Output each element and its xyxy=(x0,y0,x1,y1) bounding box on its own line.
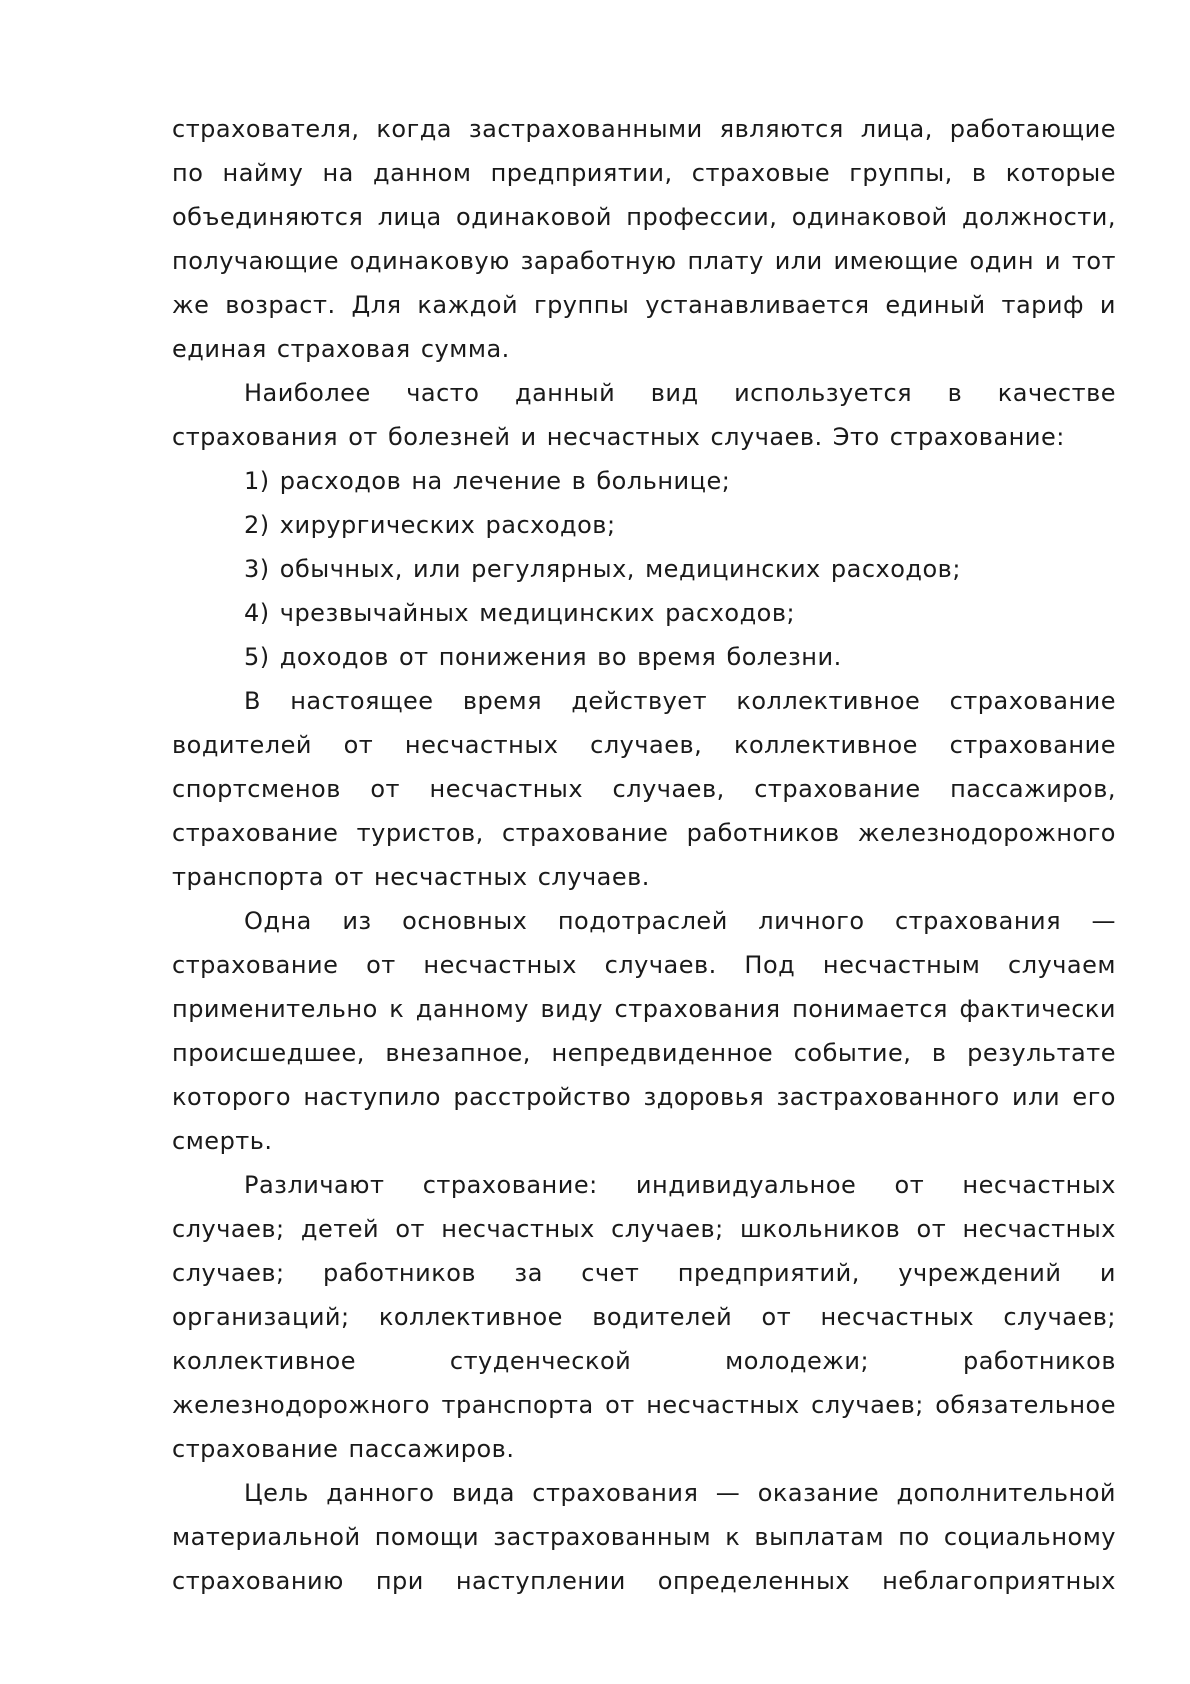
paragraph-insurance-types: Различают страхование: индивидуальное от несчастных случаев; детей от несчастных случаев; школьников от несчастных случаев; работников за счет предприятий, учреждений и организаций; коллективное водителей от несчастных случаев; коллективное студенческой молодежи; работников железнодорожного транспорта от несчастных случаев; обязательное страхование пассажиров. xyxy=(172,1171,1116,1463)
paragraph-group-insurance-continuation: страхователя, когда застрахованными являются лица, работающие по найму на данном предприятии, страховые группы, в которые объединяются лица одинаковой профессии, одинаковой должности, получающие одинаковую заработную плату или имеющие один и тот же возраст. Для каждой группы устанавливается единый тариф и единая страховая сумма. xyxy=(172,115,1116,363)
list-item-surgical-expenses: 2) хирургических расходов; xyxy=(244,511,616,539)
document-page xyxy=(172,107,1116,1603)
list-item-extraordinary-medical-expenses: 4) чрезвычайных медицинских расходов; xyxy=(244,599,796,627)
paragraph-collective-insurance: В настоящее время действует коллективное страхование водителей от несчастных случаев, коллективное страхование спортсменов от несчастных случаев, страхование пассажиров, страхование туристов, страхование работников железнодорожного транспорта от несчастных случаев. xyxy=(172,687,1116,891)
list-item-regular-medical-expenses: 3) обычных, или регулярных, медицинских расходов; xyxy=(244,555,961,583)
paragraph-accident-insurance-definition: Одна из основных подотраслей личного страхования — страхование от несчастных случаев. Под несчастным случаем применительно к данному виду страхования понимается фактически происшедшее, внезапное, непредвиденное событие, в результате которого наступило расстройство здоровья застрахованного или его смерть. xyxy=(172,907,1116,1155)
list-item-income-loss: 5) доходов от понижения во время болезни. xyxy=(244,643,842,671)
paragraph-insurance-purpose: Цель данного вида страхования — оказание дополнительной материальной помощи застрахованным к выплатам по социальному страхованию при наступлении определенных неблагоприятных xyxy=(172,1479,1116,1595)
list-item-hospital-expenses: 1) расходов на лечение в больнице; xyxy=(244,467,731,495)
paragraph-illness-accident-insurance: Наиболее часто данный вид используется в качестве страхования от болезней и несчастных случаев. Это страхование: xyxy=(172,379,1116,451)
